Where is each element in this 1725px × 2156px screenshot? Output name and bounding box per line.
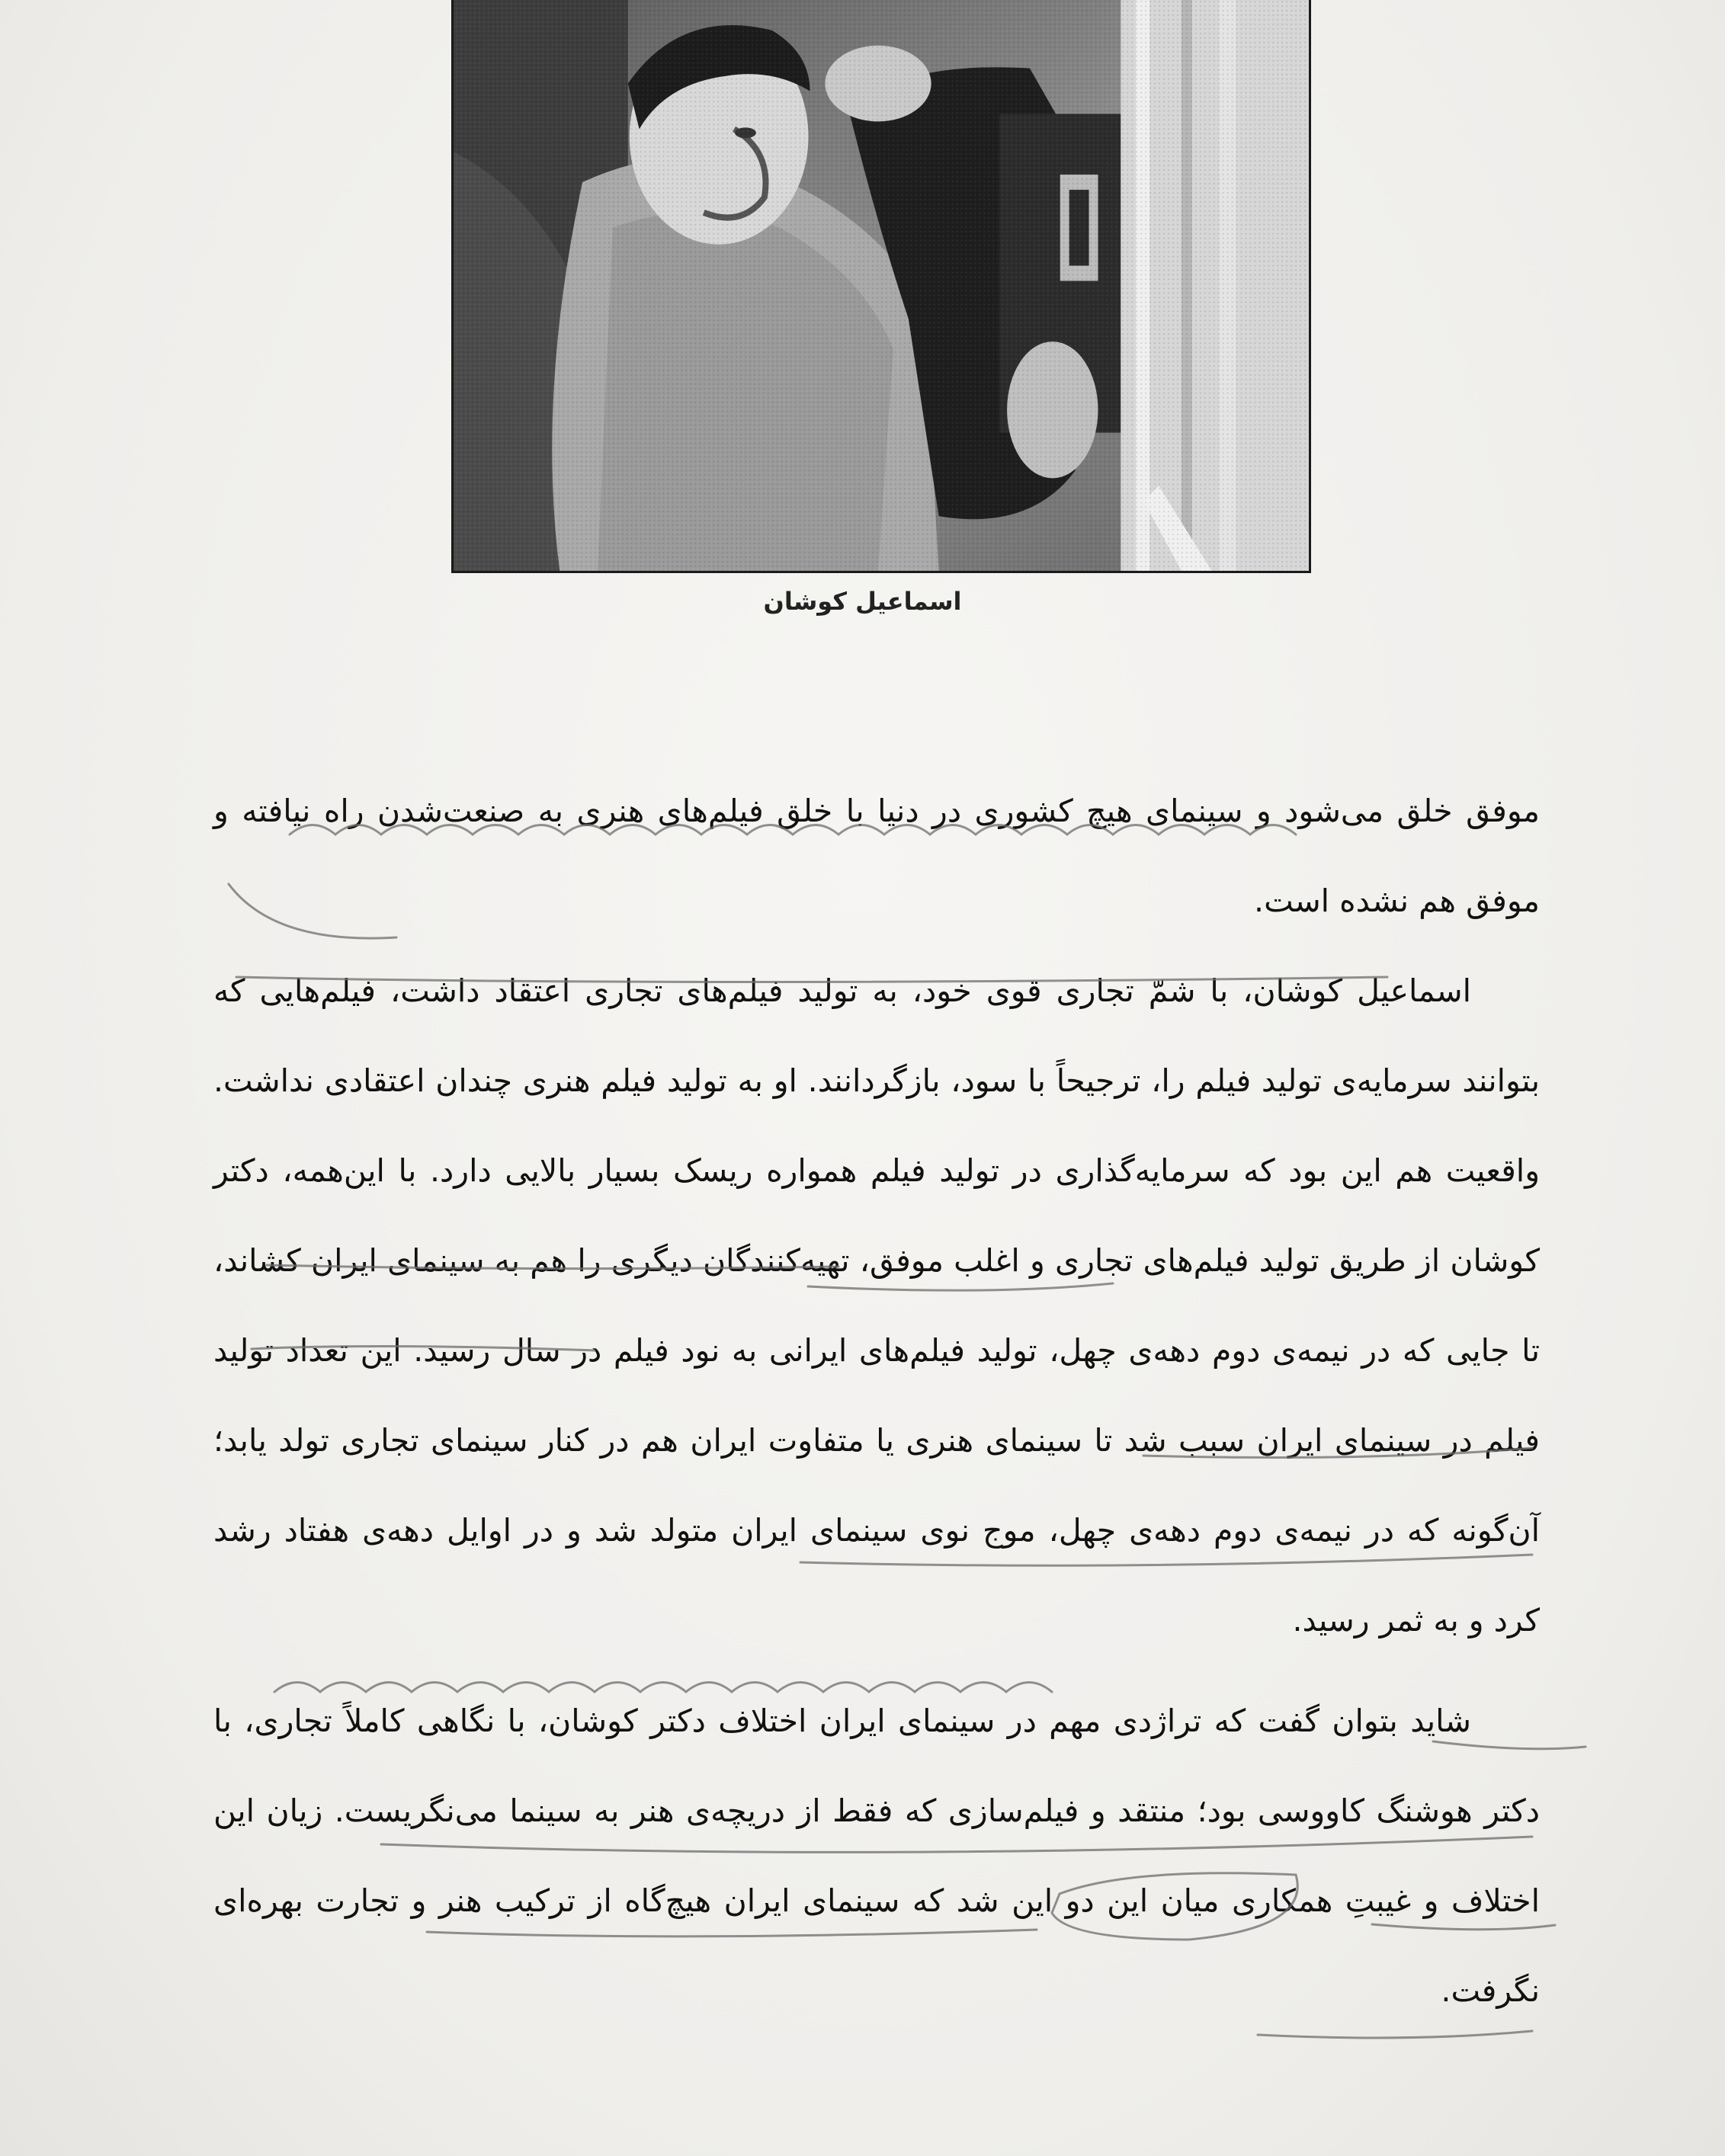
paragraph-2: اسماعیل کوشان، با شمّ تجاری قوی خود، به تولید فیلم‌های تجاری اعتقاد داشت، فیلم‌هایی که بتوانند سرمایه‌ی تولید فیلم را، ترجیحاً با سود، بازگردانند. او به تولید فیلم هنری چندان اعتقادی نداشت. واقعیت هم این بود که سرمایه‌گذاری در تولید فیلم همواره ریسک بسیار بالایی دارد. با این‌همه، دکتر کوشان از طریق تولید فیلم‌های تجاری و اغلب موفق، تهیه‌کنندگان دیگری را هم به سینمای ایران کشاند، تا جایی که در نیمه‌ی دوم دهه‌ی چهل، تولید فیلم‌های ایرانی به نود فیلم در سال رسید. این تعداد تولید فیلم در سینمای ایران سبب شد تا سینمای هنری یا متفاوت ایران هم در کنار سینمای تجاری تولد یابد؛ آن‌گونه که در نیمه‌ی دوم دهه‌ی چهل، موج نوی سینمای ایران متولد شد و در اوایل دهه‌ی هفتاد رشد کرد و به ثمر رسید. [213, 972, 1540, 1639]
article-body [213, 766, 1540, 2036]
portrait-photo [451, 0, 1311, 573]
photo-image [454, 0, 1309, 571]
photo-caption: اسماعیل کوشان [763, 587, 962, 616]
paragraph-3: شاید بتوان گفت که تراژدی مهم در سینمای ایران اختلاف دکتر کوشان، با نگاهی کاملاً تجاری، با دکتر هوشنگ کاووسی بود؛ منتقد و فیلم‌سازی که فقط از دریچه‌ی هنر به سینما می‌نگریست. زیان این اختلاف و غیبتِ همکاری میان این دو این شد که سینمای ایران هیچ‌گاه از ترکیب هنر و تجارت بهره‌ای نگرفت. [213, 1703, 1540, 2009]
paragraph-1: موفق خلق می‌شود و سینمای هیچ کشوری در دنیا با خلق فیلم‌های هنری به صنعت‌شدن راه نیافته و موفق هم نشده است. [213, 793, 1540, 919]
